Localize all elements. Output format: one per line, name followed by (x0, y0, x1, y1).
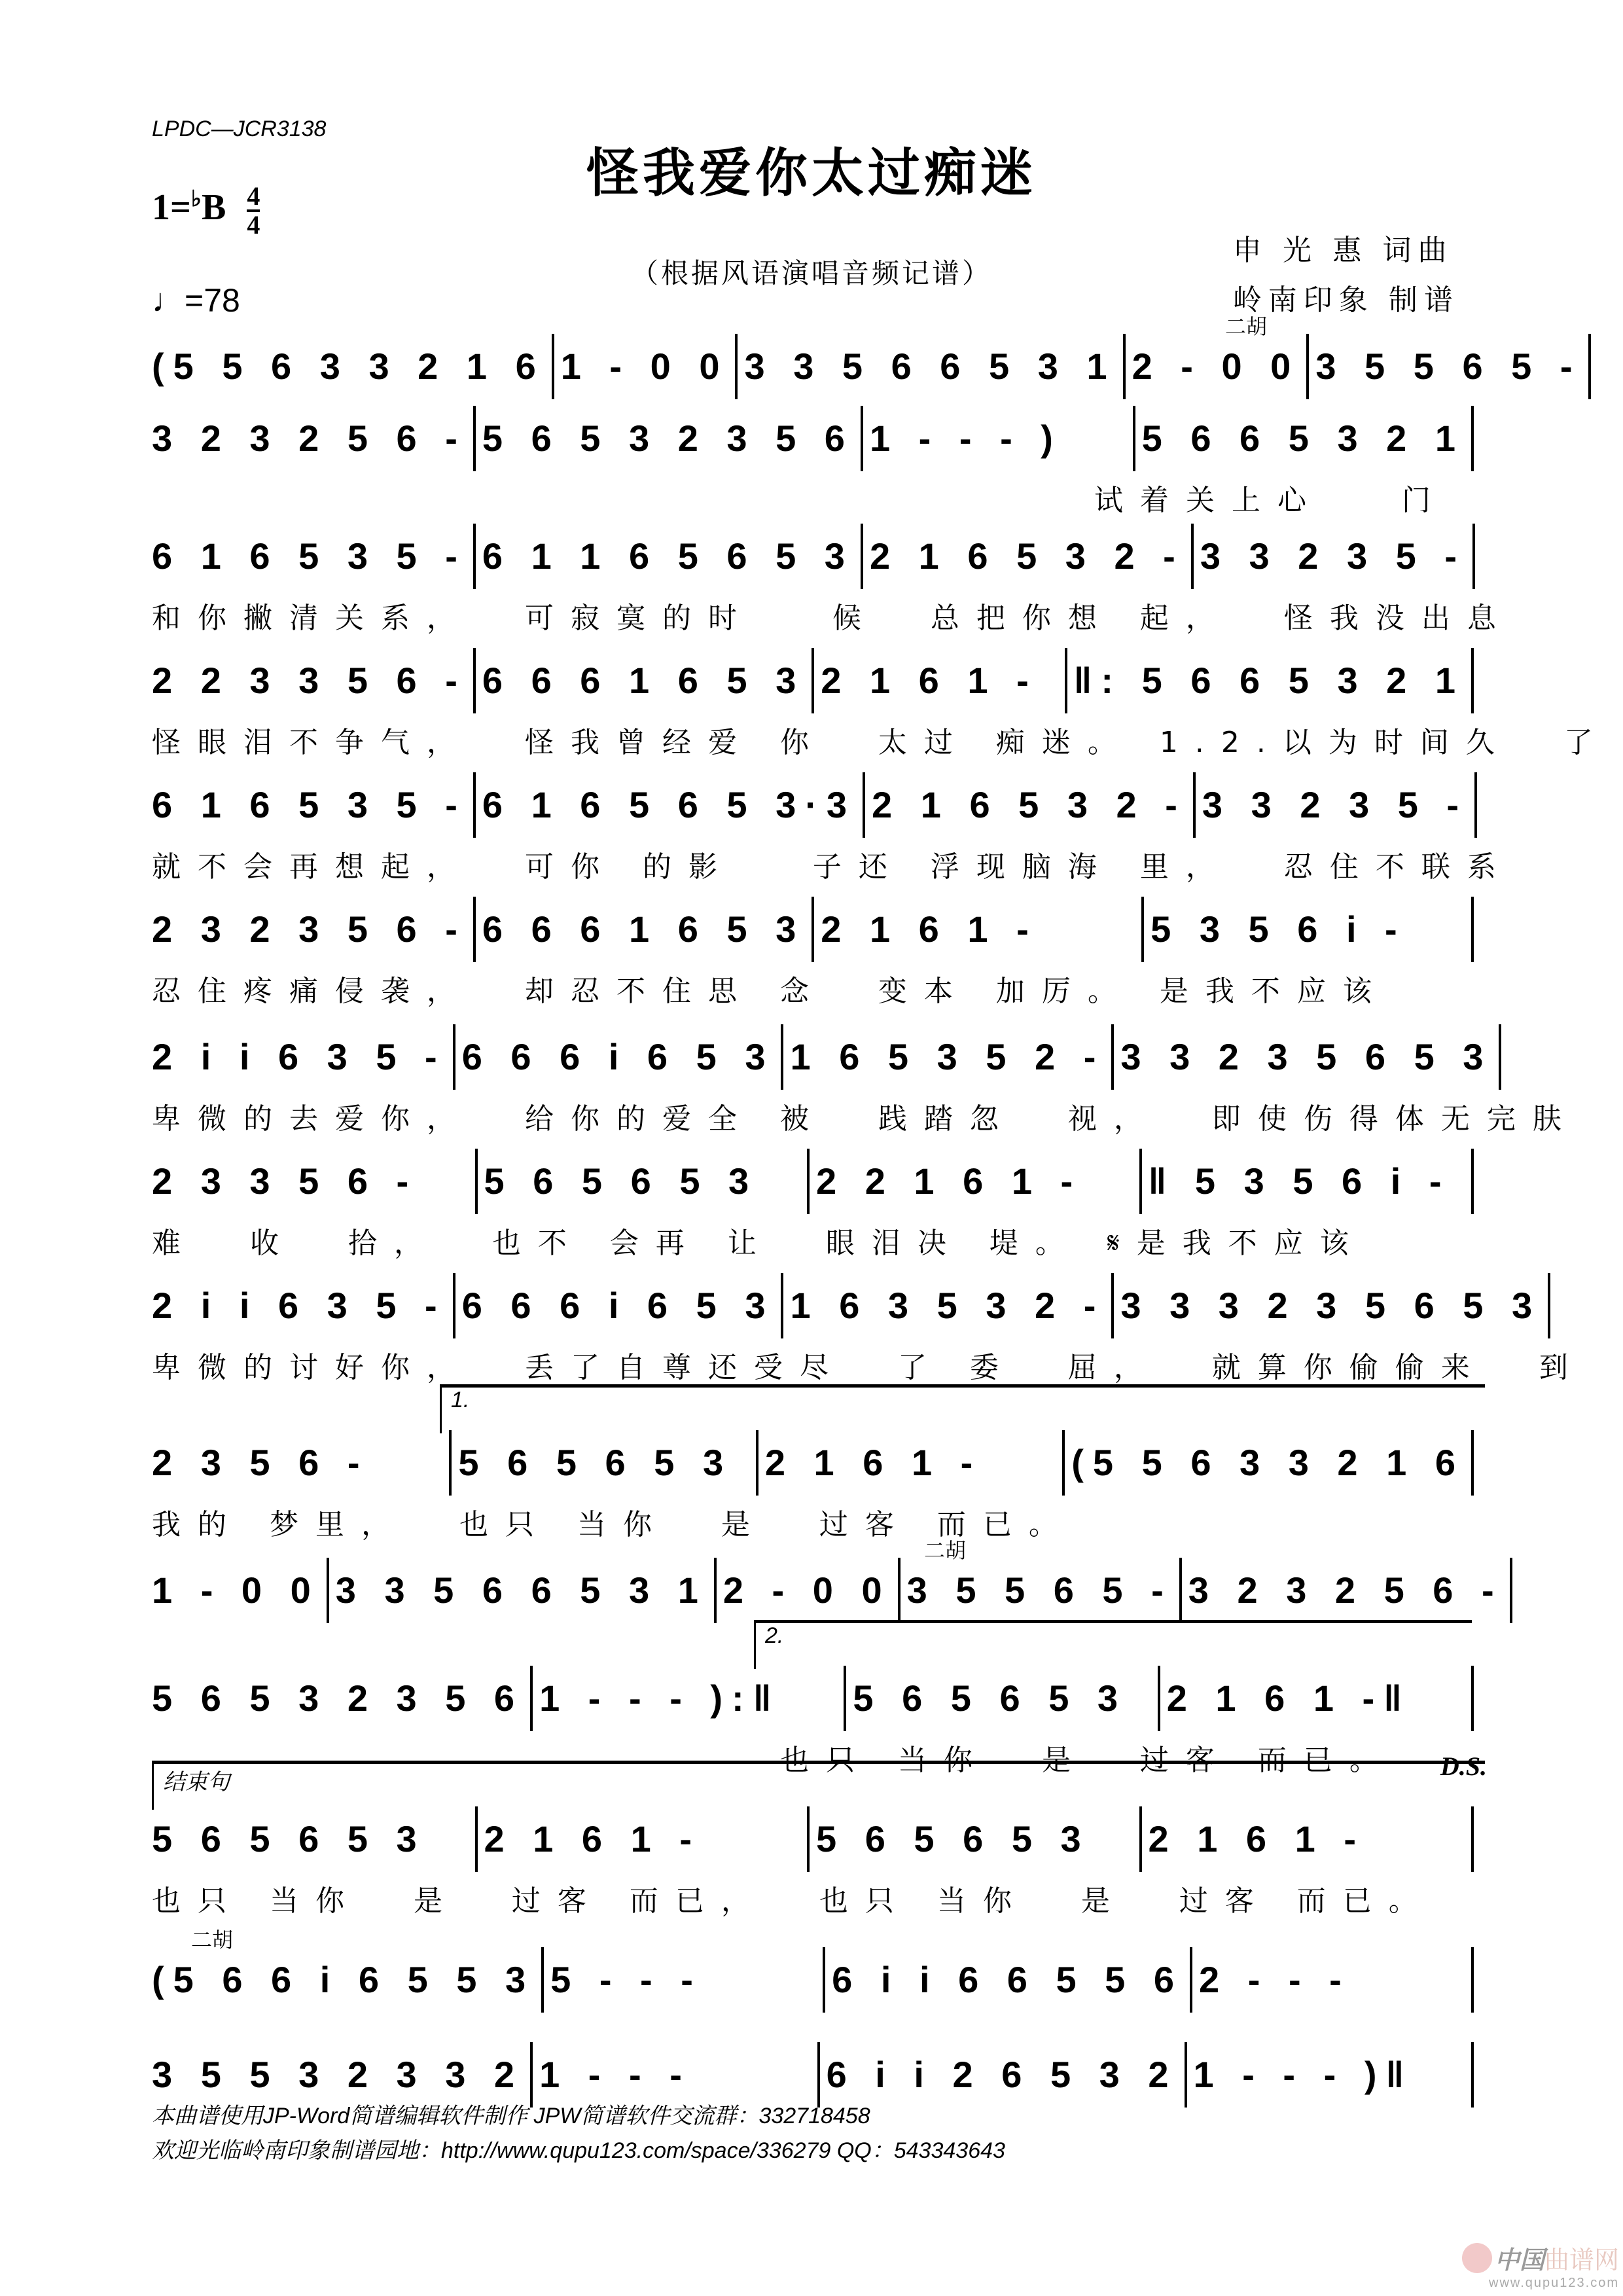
score-system (152, 2049, 1474, 2101)
measure: 5 6 5 6 5 3 (844, 1666, 1157, 1731)
measure: 2 i i 6 3 5 - (152, 1036, 446, 1077)
measure: 5 6 5 6 5 3 (152, 1818, 426, 1859)
measure: 2 1 6 1 - (475, 1806, 808, 1872)
section-bracket: 结束句 (152, 1761, 1485, 1810)
notation-row (152, 655, 1474, 707)
key-note: B (201, 187, 226, 228)
measure: 2 2 3 3 5 6 - (152, 660, 467, 701)
watermark-logo-icon (1462, 2243, 1492, 2273)
measure: 5 6 5 6 5 3 (475, 1149, 808, 1214)
watermark-url: www.qupu123.com (1489, 2276, 1619, 2290)
score-code: LPDC—JCR3138 (152, 117, 327, 141)
notation-row (152, 1564, 1503, 1617)
measure: 3 3 2 3 5 6 5 3 (1111, 1024, 1501, 1090)
measure: 5 6 5 6 5 3 (449, 1430, 755, 1496)
measure: 6 6 6 1 6 5 3 (473, 648, 812, 713)
notation-row (152, 340, 1582, 393)
measure: 2 1 6 1 - (756, 1430, 1062, 1496)
measure: 6 1 6 5 3 5 - (152, 535, 467, 577)
notation-row (152, 2049, 1474, 2101)
measure: 2 - 0 0 (1123, 334, 1307, 399)
measure: ‖: 5 6 6 5 3 2 1 (1065, 648, 1474, 713)
measure: 2 - - - (1190, 1947, 1474, 2013)
measure: ‖ 5 3 5 6 i - (1139, 1149, 1474, 1214)
measure: 2 - 0 0 (714, 1558, 898, 1623)
lyrics-line: 我的 梦里， 也只 当你 是 过客 而已。 (152, 1508, 1075, 1541)
measure: 2 1 6 1 - (812, 648, 1064, 713)
notation-row (152, 530, 1474, 583)
score-system (152, 530, 1513, 636)
measure: 3 3 5 6 6 5 3 1 (735, 334, 1122, 399)
measure: 2 3 5 6 - (152, 1442, 369, 1483)
measure: 2 i i 6 3 5 - (152, 1285, 446, 1326)
score-system (152, 1155, 1474, 1261)
measure: 2 3 3 5 6 - (152, 1160, 418, 1202)
measure: 2 2 1 6 1 - (807, 1149, 1139, 1214)
measure: 3 3 5 6 6 5 3 1 (327, 1558, 714, 1623)
key-prefix: 1= (152, 187, 191, 228)
lyrics-line: 就不会再想起， 可你 的影 子还 浮现脑海 里， 忍住不联系 (152, 850, 1513, 884)
lyrics-line: 也只 当你 是 过客 而已。 (780, 1744, 1395, 1777)
footer-line-1: 本曲谱使用JP-Word简谱编辑软件制作 JPW简谱软件交流群：332718458 (152, 2104, 870, 2128)
measure: 2 1 6 5 3 2 - (861, 524, 1191, 589)
instrument-label: 二胡 (1225, 315, 1268, 338)
measure: 3 5 5 3 2 3 3 2 (152, 2054, 524, 2095)
notation-row (152, 903, 1474, 956)
lyrics-line: 难 收 拾， 也不 会再 让 眼泪决 堤。 𝄋是我不应该 (152, 1227, 1366, 1260)
song-title: 怪我爱你太过痴迷 (586, 142, 1037, 204)
lyrics-line: 和你撇清关系， 可寂寞的时 候 总把你想 起， 怪我没出息 (152, 601, 1513, 635)
subtitle: （根据风语演唱音频记谱） (630, 258, 992, 289)
measure: 2 1 6 5 3 2 - (863, 772, 1193, 838)
key-signature (152, 183, 260, 238)
watermark (1462, 2240, 1619, 2291)
lyrics-line: 怪眼泪不争气， 怪我曾经爱 你 太过 痴迷。 1.2.以为时间久 了 (152, 726, 1610, 759)
notation-row (152, 1813, 1474, 1865)
measure: 1 6 3 5 3 2 - (781, 1273, 1111, 1338)
measure: 5 6 5 3 2 3 5 6 (473, 406, 861, 471)
score-system (152, 655, 1610, 761)
notation-row (152, 1031, 1493, 1083)
notation-row (152, 1155, 1474, 1208)
measure: 6 6 6 i 6 5 3 (453, 1024, 781, 1090)
score-system (152, 315, 1582, 393)
measure: 6 i i 2 6 5 3 2 (817, 2042, 1185, 2108)
measure: 5 - - - (541, 1947, 823, 2013)
time-signature (247, 183, 260, 238)
dal-segno-mark: D.S. (1440, 1751, 1487, 1781)
watermark-cn-b: 曲谱网 (1544, 2246, 1619, 2274)
measure: 3 3 2 3 5 - (1191, 524, 1475, 589)
volta-bracket: 2. (754, 1620, 1472, 1669)
notation-row (152, 779, 1474, 831)
score-system (152, 1539, 1503, 1617)
measure: 3 3 2 3 5 - (1193, 772, 1477, 838)
measure: (5 5 6 3 3 2 1 6 (1062, 1430, 1474, 1496)
notation-row (152, 1280, 1542, 1332)
measure: 2 1 6 1 -‖ (1158, 1666, 1474, 1731)
measure: 6 6 6 1 6 5 3 (473, 897, 812, 962)
measure: 1 - - - ):‖ (530, 1666, 844, 1731)
measure: 5 6 5 6 5 3 (807, 1806, 1139, 1872)
notation-row (152, 412, 1474, 465)
measure: 6 6 6 i 6 5 3 (453, 1273, 781, 1338)
score-system (152, 412, 1474, 518)
notation-row (152, 1672, 1474, 1725)
lyrics-line: 试着关上心 门 (1094, 484, 1448, 517)
instrument-label: 二胡 (924, 1539, 967, 1562)
time-top: 4 (247, 181, 260, 211)
score-system (152, 903, 1474, 1009)
measure: (5 5 6 3 3 2 1 6 (152, 346, 545, 387)
time-bottom: 4 (247, 210, 260, 240)
measure: 1 - 0 0 (152, 1570, 320, 1611)
notation-row (152, 1954, 1474, 2006)
measure: 2 1 6 1 - (1139, 1806, 1474, 1872)
lyrics-line: 卑微的去爱你， 给你的爱全 被 践踏忽 视， 即使伤得体无完肤 (152, 1102, 1578, 1136)
flat-icon: ♭ (190, 187, 202, 212)
measure: 2 1 6 1 - (812, 897, 1141, 962)
measure: 1 - - - (530, 2042, 817, 2108)
credit-arranger: 岭南印象 制谱 (1232, 284, 1459, 316)
measure: 2 3 2 3 5 6 - (152, 908, 467, 950)
score-system (152, 1031, 1578, 1137)
lyrics-line: 卑微的讨好你， 丢了自尊还受尽 了 委 屈， 就算你偷偷来 到 (152, 1351, 1585, 1384)
measure: 6 1 6 5 6 5 3·3 (473, 772, 863, 838)
measure: 1 - - - ) (861, 406, 1133, 471)
measure: 3 5 5 6 5 - (898, 1558, 1179, 1623)
measure: 6 1 6 5 3 5 - (152, 784, 467, 825)
score-system (152, 1928, 1474, 2006)
watermark-cn-a: 中国 (1494, 2247, 1544, 2274)
lyrics-line: 忍住疼痛侵袭， 却忍不住思 念 变本 加厉。 是我不应该 (152, 975, 1389, 1008)
measure: 1 6 5 3 5 2 - (781, 1024, 1111, 1090)
measure: 3 2 3 2 5 6 - (1179, 1558, 1512, 1623)
measure: 5 6 6 5 3 2 1 (1133, 406, 1474, 471)
measure: 3 5 5 6 5 - (1306, 334, 1590, 399)
measure: 6 i i 6 6 5 5 6 (823, 1947, 1190, 2013)
measure: (5 6 6 i 6 5 5 3 (152, 1959, 535, 2000)
instrument-label: 二胡 (191, 1928, 234, 1952)
measure: 5 3 5 6 i - (1141, 897, 1474, 962)
measure: 3 2 3 2 5 6 - (152, 418, 467, 459)
score-system (152, 1280, 1585, 1386)
credit-lyrics-music: 申 光 惠 词曲 (1232, 234, 1454, 266)
measure: 6 1 1 6 5 6 5 3 (473, 524, 861, 589)
volta-bracket: 1. (440, 1384, 1485, 1433)
lyrics-line: 也只 当你 是 过客 而已， 也只 当你 是 过客 而已。 (152, 1884, 1435, 1918)
measure: 3 3 3 2 3 5 6 5 3 (1111, 1273, 1550, 1338)
measure: 5 6 5 3 2 3 5 6 (152, 1677, 524, 1719)
measure: 1 - - - )‖ (1185, 2042, 1474, 2108)
footer-line-2: 欢迎光临岭南印象制谱园地：http://www.qupu123.com/space/336279 QQ：543343643 (152, 2138, 1005, 2163)
notation-row (152, 1437, 1474, 1489)
tempo-value: =78 (185, 282, 240, 319)
score-system (152, 1770, 1474, 1919)
score-system (152, 779, 1513, 885)
quarter-note-icon: ♩ (152, 282, 185, 319)
measure: 1 - 0 0 (552, 334, 736, 399)
score-system (152, 1388, 1474, 1543)
